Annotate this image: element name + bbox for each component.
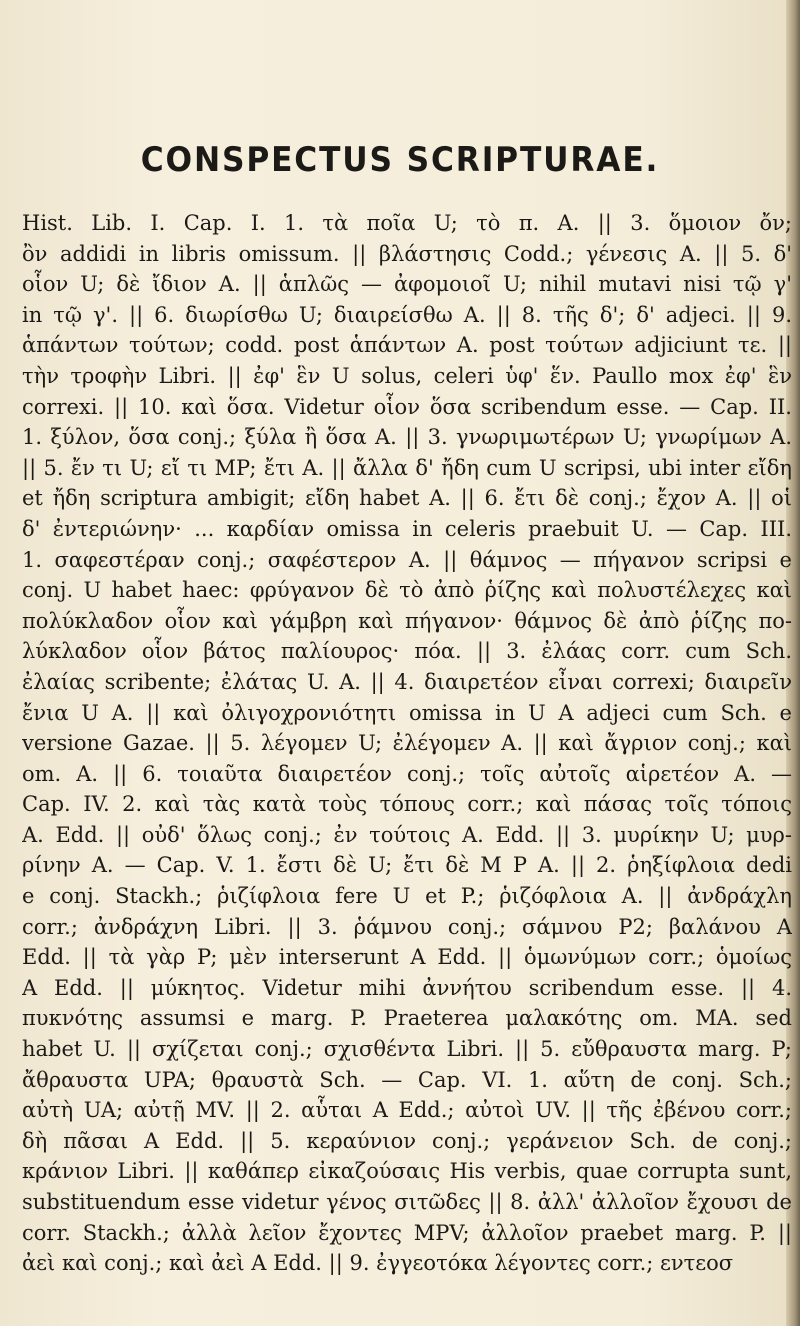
text-line: om. A. || 6. τοιαῦτα διαιρετέον conj.; τοῖς αὐτοῖς αἱρετέον A. —	[22, 761, 792, 786]
text-line: ὂν addidi in libris omissum. || βλάστησις Codd.; γένεσις A. || 5. δ'	[22, 241, 792, 266]
text-line: ἀεὶ καὶ conj.; καὶ ἀεὶ A Edd. || 9. ἐγγεοτόκα λέγοντες corr.; εντεοσ	[22, 1251, 734, 1276]
text-line: correxi. || 10. καὶ ὅσα. Videtur οἷον ὅσα scribendum esse. — Cap. II.	[22, 394, 792, 419]
text-line: corr. Stackh.; ἀλλὰ λεῖον ἔχοντες MPV; ἀλλοῖον praebet marg. P. ||	[22, 1220, 792, 1245]
text-line: Cap. IV. 2. καὶ τὰς κατὰ τοὺς τόπους corr.; καὶ πάσας τοῖς τόποις	[22, 792, 792, 817]
text-line: Hist. Lib. I. Cap. I. 1. τὰ ποῖα U; τὸ π. A. || 3. ὅμοιον ὄν;	[22, 211, 792, 235]
text-line: λύκλαδον οἷον βάτος παλίουρος· πόα. || 3. ἐλάας corr. cum Sch.	[22, 639, 792, 664]
text-line: et ἤδη scriptura ambigit; εἴδη habet A. || 6. ἔτι δὲ conj.; ἔχον A. || οἱ	[22, 486, 792, 511]
text-line: corr.; ἀνδράχνη Libri. || 3. ῥάμνου conj.; σάμνου P2; βαλάνου A	[22, 914, 792, 939]
text-line: ἐλαίας scribente; ἐλάτας U. A. || 4. διαιρετέον εἶναι correxi; διαιρεῖν	[22, 669, 792, 694]
text-line: 1. ξύλον, ὅσα conj.; ξύλα ἢ ὅσα A. || 3. γνωριμωτέρων U; γνωρίμων A.	[22, 425, 792, 450]
text-line: πυκνότης assumsi e marg. P. Praeterea μαλακότης om. MA. sed	[22, 1006, 792, 1031]
text-line: conj. U habet haec: φρύγανον δὲ τὸ ἀπὸ ῥίζης καὶ πολυστέλεχες καὶ	[22, 578, 792, 603]
text-line: ρίνην A. — Cap. V. 1. ἔστι δὲ U; ἔτι δὲ M P A. || 2. ῥηξίφλοια dedi	[22, 853, 792, 878]
text-line: ἄθραυστα UPA; θραυστὰ Sch. — Cap. VI. 1. αὕτη de conj. Sch.;	[22, 1067, 792, 1092]
text-line: A. Edd. || οὐδ' ὅλως conj.; ἐν τούτοις A. Edd. || 3. μυρίκην U; μυρ-	[22, 822, 792, 847]
text-line: αὐτὴ UA; αὐτῇ MV. || 2. αὗται A Edd.; αὐτοὶ UV. || τῆς ἐβένου corr.;	[22, 1098, 792, 1123]
text-line: οἷον U; δὲ ἴδιον A. || ἁπλῶς — ἀφομοιοῖ U; nihil mutavi nisi τῷ γ'	[22, 272, 792, 297]
text-line: substituendum esse videtur γένος σιτῶδες || 8. ἀλλ' ἀλλοῖον ἔχουσι de	[22, 1190, 792, 1214]
text-line: || 5. ἔν τι U; εἴ τι MP; ἔτι A. || ἄλλα δ' ἤδη cum U scripsi, ubi inter εἴδη	[22, 455, 792, 480]
text-line: e conj. Stackh.; ῥιζίφλοια fere U et P.; ῥιζόφλοια A. || ἀνδράχλη	[22, 884, 792, 909]
text-line: δὴ πᾶσαι A Edd. || 5. κεραύνιον conj.; γεράνειον Sch. de conj.;	[22, 1128, 792, 1153]
text-line: in τῷ γ'. || 6. διωρίσθω U; διαιρείσθω A. || 8. τῆς δ'; δ' adjeci. || 9.	[22, 302, 792, 327]
text-line: ἔνια U A. || καὶ ὀλιγοχρονιότητι omissa in U A adjeci cum Sch. e	[22, 700, 792, 725]
text-line: δ' ἐντεριώνην· ... καρδίαν omissa in celeris praebuit U. — Cap. III.	[22, 516, 792, 541]
page-title: CONSPECTUS SCRIPTURAE.	[140, 140, 660, 180]
text-line: versione Gazae. || 5. λέγομεν U; ἐλέγομεν A. || καὶ ἄγριον conj.; καὶ	[22, 731, 792, 756]
text-line: ἁπάντων τούτων; codd. post ἁπάντων A. post τούτων adjiciunt τε. ||	[22, 333, 792, 358]
text-line: habet U. || σχίζεται conj.; σχισθέντα Libri. || 5. εὔθραυστα marg. P;	[22, 1037, 792, 1062]
text-line: τὴν τροφὴν Libri. || ἐφ' ἓν U solus, celeri ὑφ' ἕν. Paullo mox ἐφ' ἓν	[22, 363, 792, 388]
text-line: 1. σαφεστέραν conj.; σαφέστερον A. || θάμνος — πήγανον scripsi e	[22, 547, 792, 572]
text-line: πολύκλαδον οἷον καὶ γάμβρη καὶ πήγανον· θάμνος δὲ ἀπὸ ῥίζης πο-	[22, 608, 792, 633]
text-line: κράνιον Libri. || καθάπερ εἰκαζούσαις His verbis, quae corrupta sunt,	[22, 1159, 792, 1184]
text-line: Edd. || τὰ γὰρ P; μὲν interserunt A Edd. || ὁμωνύμων corr.; ὁμοίως	[22, 945, 792, 970]
critical-apparatus	[22, 208, 792, 1279]
text-line: A Edd. || μύκητος. Videtur mihi ἀννήτου scribendum esse. || 4.	[22, 975, 792, 1000]
